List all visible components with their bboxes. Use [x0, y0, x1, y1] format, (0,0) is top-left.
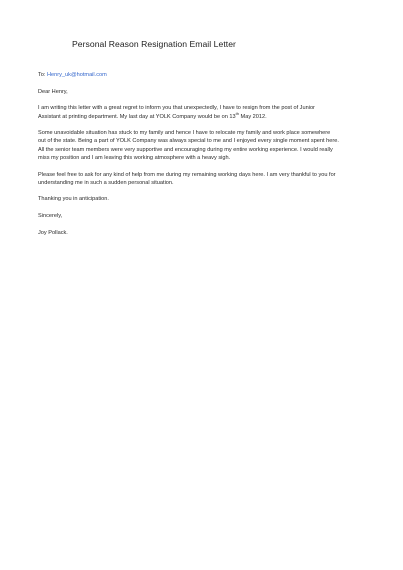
document-title: Personal Reason Resignation Email Letter: [72, 39, 236, 49]
paragraph-2-line-1: Some unavoidable situation has stuck to my family and hence I have to relocate my family and work place somewhere: [38, 130, 331, 137]
to-label: To:: [38, 72, 48, 78]
paragraph-2-line-3: All the senior team members were very supportive and encouraging during my entire working experience. I would really: [38, 146, 333, 153]
salutation: Dear Henry,: [38, 88, 68, 95]
paragraph-2-line-2: out of the state. Being a part of YOLK Company was always special to me and I enjoyed every single moment spent here.: [38, 138, 339, 145]
recipient-line: [38, 71, 368, 79]
paragraph-3: [38, 171, 368, 187]
signature-name: Joy Pollack.: [38, 229, 68, 236]
paragraph-1-line-2: [38, 110, 368, 121]
closing-line: Sincerely,: [38, 213, 63, 220]
paragraph-2: [38, 129, 368, 162]
paragraph-3-line-2: understanding me in such a sudden personal situation.: [38, 179, 174, 186]
paragraph-2-line-4: miss my position and I am leaving this working atmosphere with a heavy sigh.: [38, 154, 231, 161]
paragraph-1-line-1: I am writing this letter with a great regret to inform you that unexpectedly, I have to resign from the post of Junior: [38, 105, 315, 112]
date-ordinal-suffix: th: [235, 110, 239, 116]
paragraph-3-line-1: Please feel free to ask for any kind of help from me during my remaining working days here. I am very thankful to you for: [38, 171, 336, 178]
thanks-line: Thanking you in anticipation.: [38, 196, 109, 203]
last-day-date: May 2012.: [239, 113, 267, 120]
recipient-email-link[interactable]: Henry_uk@hotmail.com: [47, 72, 107, 78]
last-day-text: Assistant at printing department. My last day at YOLK Company would be on 13: [38, 113, 236, 120]
paragraph-1: [38, 104, 368, 120]
letter-body: [38, 71, 368, 237]
